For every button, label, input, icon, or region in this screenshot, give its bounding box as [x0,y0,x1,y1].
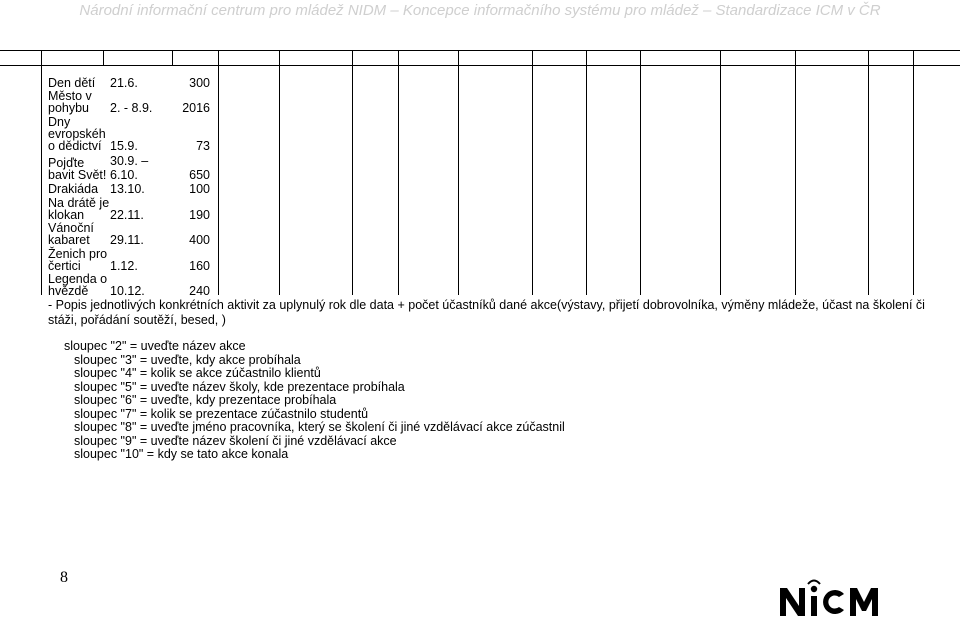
legend-item: sloupec "4" = kolik se akce zúčastnilo klientů [74,366,321,380]
event-date: 13.10. [110,182,145,196]
participant-count: 100 [189,182,210,196]
event-name: Dny [48,115,71,129]
legend-item: sloupec "6" = uveďte, kdy prezentace probíhala [74,393,337,407]
event-name: kabaret [48,233,90,247]
event-date: 1.12. [110,259,138,273]
event-name: klokan [48,208,85,222]
event-name: pohybu [48,101,90,115]
participant-count: 190 [189,208,210,222]
event-name: bavit Svět! [48,168,107,182]
event-name: Den dětí [48,76,96,90]
event-name: Ženich pro [48,247,108,261]
participant-count: 400 [189,233,210,247]
event-name: evropskéh [48,127,106,141]
legend-item: sloupec "8" = uveďte jméno pracovníka, který se školení či jiné vzdělávací akce zúčastnil [74,420,565,434]
event-date: 21.6. [110,76,138,90]
event-date: 30.9. – [110,154,149,168]
participant-count: 300 [189,76,210,90]
event-name: Město v [48,89,92,103]
event-date: 29.11. [110,233,144,247]
legend-item: sloupec "7" = kolik se prezentace zúčastnilo studentů [74,406,369,421]
event-name: o dědictví [48,139,102,153]
legend-item: sloupec "9" = uveďte název školení či jiné vzdělávací akce [74,433,397,448]
participant-count: 73 [196,139,210,153]
event-name: Drakiáda [48,182,99,196]
participant-count: 160 [189,259,210,273]
event-name: hvězdě [48,284,89,298]
event-name: Pojďte [48,156,85,170]
event-name: Legenda o [48,272,108,286]
legend-item: sloupec "2" = uveďte název akce [64,339,246,353]
legend-item: sloupec "10" = kdy se tato akce konala [74,447,289,461]
event-date: 6.10. [110,168,138,182]
participant-count: 650 [189,168,210,182]
legend-item: sloupec "5" = uveďte název školy, kde prezentace probíhala [74,379,405,394]
event-date: 10.12. [110,284,145,298]
description-note: - Popis jednotlivých konkrétních aktivit za uplynulý rok dle data + počet účastníků dané akce(výstavy, přijetí dobrovolníka, výměny mládeže, účast na školení či stáži, pořádání soutěží, besed, ) [48,298,925,327]
participant-count: 240 [189,284,210,298]
column-legend [64,340,565,462]
event-date: 15.9. [110,139,138,153]
nicm-logo [778,574,898,624]
event-name: Na drátě je [48,196,110,210]
page-number: 8 [60,569,68,586]
event-name: Vánoční [48,221,94,235]
event-name: čertici [48,259,81,273]
legend-item: sloupec "3" = uveďte, kdy akce probíhala [74,352,301,367]
running-header: Národní informační centrum pro mládež NIDM – Koncepce informačního systému pro mládež – Standardizace ICM v ČR [79,2,881,19]
participant-count: 2016 [182,101,210,115]
event-date: 22.11. [110,208,144,222]
event-date: 2. - 8.9. [110,101,153,115]
